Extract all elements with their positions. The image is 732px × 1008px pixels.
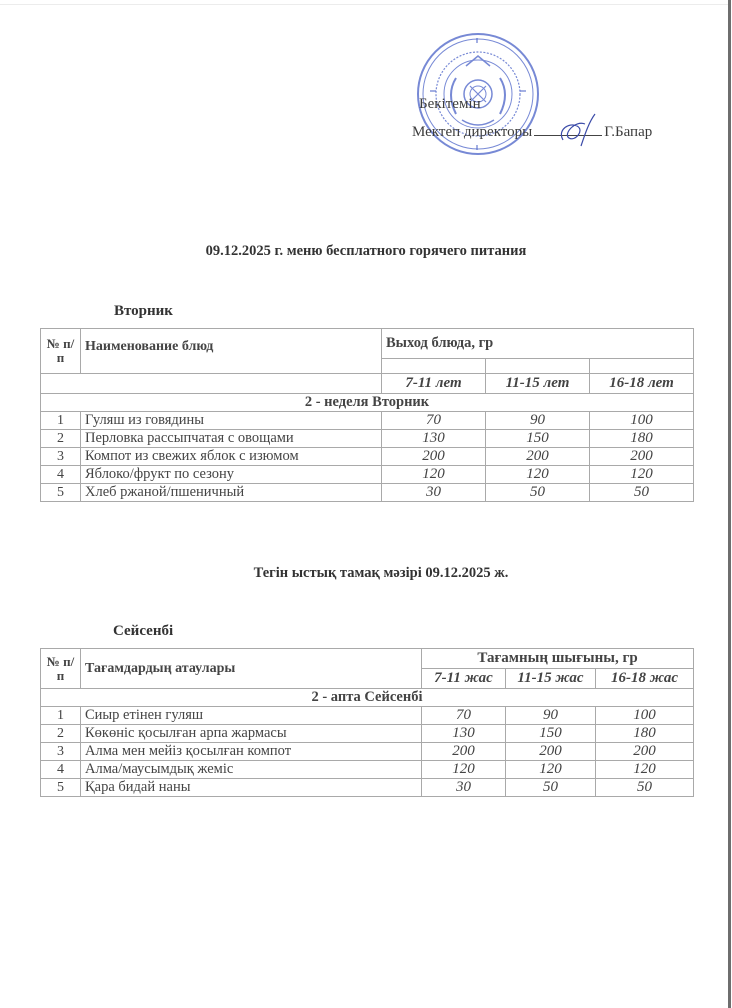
header-row	[41, 329, 694, 359]
menu-table-kz	[40, 648, 694, 797]
table-row	[41, 448, 694, 466]
table-row	[41, 484, 694, 502]
portion-value: 200	[590, 448, 694, 466]
header-row	[41, 649, 694, 669]
header-dish-name: Тағамдардың атаулары	[81, 649, 422, 689]
portion-value: 120	[596, 761, 694, 779]
director-name: Г.Бапар	[604, 124, 653, 140]
dish-name: Сиыр етінен гуляш	[81, 707, 422, 725]
portion-value: 30	[422, 779, 506, 797]
menu-title-ru: 09.12.2025 г. меню бесплатного горячего питания	[205, 243, 527, 259]
week-label: 2 - неделя Вторник	[41, 394, 694, 412]
week-label: 2 - апта Сейсенбі	[41, 689, 694, 707]
dish-name: Алма мен мейіз қосылған компот	[81, 743, 422, 761]
portion-value: 200	[506, 743, 596, 761]
dish-name: Хлеб ржаной/пшеничный	[81, 484, 382, 502]
director-position: Мектеп директоры	[412, 124, 533, 140]
portion-value: 150	[506, 725, 596, 743]
menu-table-ru	[40, 328, 694, 502]
portion-value: 50	[596, 779, 694, 797]
portion-value: 200	[422, 743, 506, 761]
director-signature-line	[412, 124, 652, 141]
portion-value: 30	[382, 484, 486, 502]
age-group: 7-11 лет	[382, 374, 486, 394]
portion-value: 200	[382, 448, 486, 466]
dish-name: Қара бидай наны	[81, 779, 422, 797]
portion-value: 90	[506, 707, 596, 725]
portion-value: 120	[590, 466, 694, 484]
portion-value: 70	[382, 412, 486, 430]
table-row	[41, 743, 694, 761]
portion-value: 50	[486, 484, 590, 502]
day-label-ru: Вторник	[114, 303, 173, 319]
portion-value: 120	[486, 466, 590, 484]
dish-name: Перловка рассыпчатая с овощами	[81, 430, 382, 448]
portion-value: 50	[506, 779, 596, 797]
scan-edge-top	[0, 4, 728, 5]
empty-cell	[382, 359, 486, 374]
row-number: 1	[41, 412, 81, 430]
table-row	[41, 466, 694, 484]
row-number: 4	[41, 761, 81, 779]
row-number: 3	[41, 743, 81, 761]
age-group: 11-15 лет	[486, 374, 590, 394]
age-group: 16-18 лет	[590, 374, 694, 394]
age-row	[41, 374, 694, 394]
portion-value: 100	[596, 707, 694, 725]
header-output: Выход блюда, гр	[382, 329, 694, 359]
row-number: 5	[41, 484, 81, 502]
portion-value: 90	[486, 412, 590, 430]
portion-value: 70	[422, 707, 506, 725]
dish-name: Гуляш из говядины	[81, 412, 382, 430]
portion-value: 100	[590, 412, 694, 430]
week-row	[41, 689, 694, 707]
portion-value: 120	[506, 761, 596, 779]
portion-value: 180	[590, 430, 694, 448]
table-row	[41, 707, 694, 725]
scan-edge-right	[728, 0, 731, 1008]
empty-cell	[41, 374, 382, 394]
dish-name: Көкөніс қосылған арпа жармасы	[81, 725, 422, 743]
table-row	[41, 779, 694, 797]
header-dish-name: Наименование блюд	[81, 329, 382, 374]
row-number: 3	[41, 448, 81, 466]
portion-value: 120	[382, 466, 486, 484]
empty-cell	[590, 359, 694, 374]
portion-value: 50	[590, 484, 694, 502]
portion-value: 180	[596, 725, 694, 743]
age-group: 16-18 жас	[596, 669, 694, 689]
header-num: № п/п	[41, 649, 81, 689]
dish-name: Алма/маусымдық жеміс	[81, 761, 422, 779]
portion-value: 130	[422, 725, 506, 743]
row-number: 2	[41, 430, 81, 448]
signature-icon	[555, 110, 605, 150]
row-number: 2	[41, 725, 81, 743]
dish-name: Яблоко/фрукт по сезону	[81, 466, 382, 484]
row-number: 5	[41, 779, 81, 797]
row-number: 4	[41, 466, 81, 484]
portion-value: 120	[422, 761, 506, 779]
empty-cell	[486, 359, 590, 374]
table-row	[41, 761, 694, 779]
menu-title-kz: Тегін ыстық тамақ мәзірі 09.12.2025 ж.	[253, 565, 509, 581]
dish-name: Компот из свежих яблок с изюмом	[81, 448, 382, 466]
approval-label: Бекітемін	[419, 96, 481, 112]
day-label-kz: Сейсенбі	[113, 623, 174, 639]
portion-value: 130	[382, 430, 486, 448]
portion-value: 200	[486, 448, 590, 466]
header-num: № п/п	[41, 329, 81, 374]
table-row	[41, 725, 694, 743]
age-group: 11-15 жас	[506, 669, 596, 689]
table-row	[41, 430, 694, 448]
table-row	[41, 412, 694, 430]
header-output: Тағамның шығыны, гр	[422, 649, 694, 669]
portion-value: 200	[596, 743, 694, 761]
age-group: 7-11 жас	[422, 669, 506, 689]
portion-value: 150	[486, 430, 590, 448]
row-number: 1	[41, 707, 81, 725]
week-row	[41, 394, 694, 412]
